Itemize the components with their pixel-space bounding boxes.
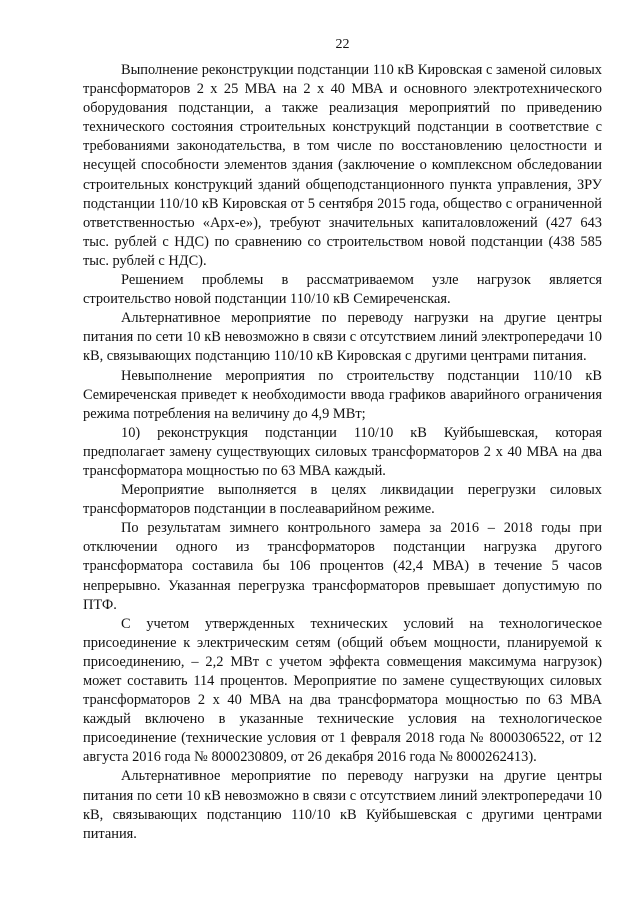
paragraph-kirovskaya-reconstruction: Выполнение реконструкции подстанции 110 кВ Кировская с заменой силовых трансформаторов 2 х 25 МВА на 2 х 40 МВА и основного электротехнического оборудования подстанции, а также реализация мероприятий по приведению технического состояния строительных конструкций подстанции в соответствие с требованиями законодательства, в том числе по восстановлению целостности и несущей способности элементов здания (заключение о комплексном обследовании строительных конструкций зданий общеподстанционного пункта управления, ЗРУ подстанции 110/10 кВ Кировская от 5 сентября 2015 года, общество с ограниченной ответственностью «Арх-е»), требуют значительных капиталовложений (427 643 тыс. рублей с НДС) по сравнению со строительством новой подстанции (438 585 тыс. рублей с НДС). xyxy=(83,62,602,269)
page-number: 22 xyxy=(335,37,350,52)
paragraph-non-execution: Невыполнение мероприятия по строительству подстанции 110/10 кВ Семиреченская приведет к необходимости ввода графиков аварийного ограничения режима потребления на величину до 4,9 МВт; xyxy=(83,367,602,422)
paragraph-solution: Решением проблемы в рассматриваемом узле нагрузок является строительство новой подстанции 110/10 кВ Семиреченская. xyxy=(83,272,602,308)
paragraph-winter-measurement: По результатам зимнего контрольного замера за 2016 – 2018 годы при отключении одного из трансформаторов подстанции нагрузка другого трансформатора составила бы 106 процентов (42,4 МВА) в течение 5 часов непрерывно. Указанная перегрузка трансформаторов превышает допустимую по ПТФ. xyxy=(83,520,602,613)
paragraph-purpose: Мероприятие выполняется в целях ликвидации перегрузки силовых трансформаторов подстанции в послеаварийном режиме. xyxy=(83,482,602,518)
paragraph-technical-conditions: С учетом утвержденных технических условий на технологическое присоединение к электрическим сетям (общий объем мощности, планируемой к присоединению, – 2,2 МВт с учетом эффекта совмещения максимума нагрузок) может составить 114 процентов. Мероприятие по замене существующих силовых трансформаторов 2 х 40 МВА на два трансформатора мощностью по 63 МВА каждый включено в указанные технические условия на технологическое присоединение (технические условия от 1 февраля 2018 года № 8000306522, от 12 августа 2016 года № 8000230809, от 26 декабря 2016 года № 8000262413). xyxy=(83,615,602,766)
paragraph-alternative-kirovskaya: Альтернативное мероприятие по переводу нагрузки на другие центры питания по сети 10 кВ невозможно в связи с отсутствием линий электропередачи 10 кВ, связывающих подстанцию 110/10 кВ Кировская с другими центрами питания. xyxy=(83,310,602,365)
paragraph-item-10: 10) реконструкция подстанции 110/10 кВ Куйбышевская, которая предполагает замену существующих силовых трансформаторов 2 х 40 МВА на два трансформатора мощностью по 63 МВА каждый. xyxy=(83,424,602,479)
paragraph-alternative-kuibyshevskaya: Альтернативное мероприятие по переводу нагрузки на другие центры питания по сети 10 кВ невозможно в связи с отсутствием линий электропередачи 10 кВ, связывающих подстанцию 110/10 кВ Куйбышевская с другими центрами питания. xyxy=(83,768,602,842)
